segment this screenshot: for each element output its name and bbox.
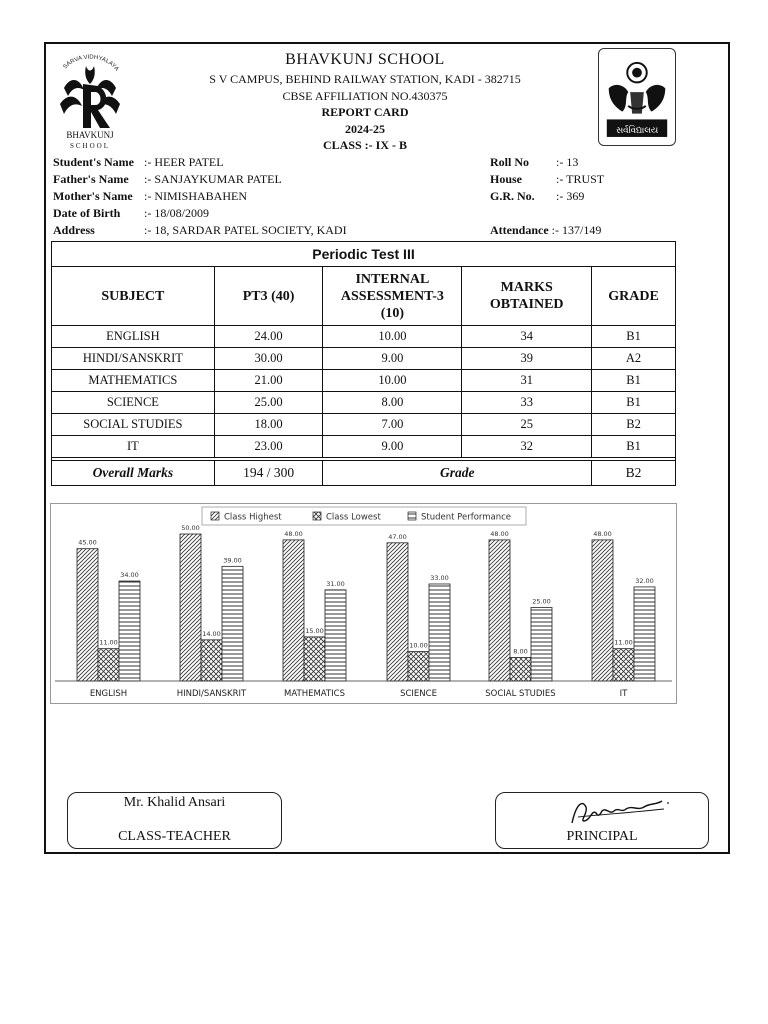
principal-role: PRINCIPAL — [566, 829, 638, 844]
data-label: 45.00 — [78, 538, 97, 547]
principal-signature — [566, 795, 676, 829]
cell-marks: 25 — [462, 414, 592, 436]
attendance-row — [490, 223, 601, 238]
gr-row — [490, 189, 535, 204]
legend-label: Class Lowest — [326, 512, 381, 523]
bar-horizontal-3 — [429, 584, 450, 681]
student-name-value: :- HEER PATEL — [144, 155, 224, 169]
chart-legend — [202, 507, 526, 525]
cell-grade: B1 — [592, 370, 676, 392]
report-title: REPORT CARD — [321, 105, 409, 119]
cell-subject: HINDI/SANSKRIT — [52, 348, 215, 370]
table-caption: Periodic Test III — [52, 242, 676, 267]
table-row — [52, 326, 676, 348]
roll-row — [490, 155, 529, 170]
cell-grade: B2 — [592, 414, 676, 436]
data-label: 14.00 — [202, 629, 221, 638]
cell-grade: A2 — [592, 348, 676, 370]
data-label: 32.00 — [635, 576, 654, 585]
data-label: 10.00 — [409, 641, 428, 650]
header-pt3: PT3 (40) — [214, 267, 323, 326]
cell-marks: 32 — [462, 436, 592, 458]
dob-value: :- 18/08/2009 — [144, 206, 209, 220]
data-label: 39.00 — [223, 556, 242, 565]
cell-pt3: 25.00 — [214, 392, 323, 414]
table-row — [52, 436, 676, 458]
header-internal-line3: (10) — [380, 305, 405, 321]
father-name-row — [53, 172, 129, 187]
father-name-value: :- SANJAYKUMAR PATEL — [144, 172, 282, 186]
logo-name: BHAVKUNJ — [66, 130, 114, 140]
data-label: 48.00 — [284, 529, 303, 538]
cell-internal: 7.00 — [323, 414, 462, 436]
class-teacher-role: CLASS-TEACHER — [118, 829, 231, 844]
student-name-row — [53, 155, 134, 170]
data-label: 48.00 — [593, 529, 612, 538]
dob-row — [53, 206, 120, 221]
gr-value: :- 369 — [556, 189, 585, 203]
cell-internal: 9.00 — [323, 348, 462, 370]
cell-marks: 33 — [462, 392, 592, 414]
data-label: 15.00 — [305, 626, 324, 635]
performance-chart — [50, 503, 677, 704]
marks-table — [51, 241, 676, 486]
class-teacher-name: Mr. Khalid Ansari — [123, 795, 226, 810]
data-label: 11.00 — [99, 638, 118, 647]
attendance-value: :- 137/149 — [551, 223, 602, 237]
bar-crosshatch-2 — [304, 637, 325, 681]
cell-subject: MATHEMATICS — [52, 370, 215, 392]
cell-pt3: 18.00 — [214, 414, 323, 436]
data-label: 50.00 — [181, 524, 200, 532]
x-tick-label: IT — [619, 689, 628, 699]
data-label: 34.00 — [120, 571, 139, 580]
data-label: 8.00 — [513, 647, 528, 656]
gr-label: G.R. No. — [490, 189, 535, 203]
data-label: 33.00 — [430, 573, 449, 582]
bar-crosshatch-5 — [613, 649, 634, 681]
school-address: S V CAMPUS, BEHIND RAILWAY STATION, KADI - 382715 — [209, 72, 521, 86]
class-label: CLASS :- IX - B — [322, 138, 407, 152]
class-teacher-box — [67, 792, 282, 849]
x-tick-label: HINDI/SANSKRIT — [176, 689, 247, 699]
x-tick-label: SOCIAL STUDIES — [485, 689, 556, 699]
cell-grade: B1 — [592, 392, 676, 414]
cell-internal: 10.00 — [323, 370, 462, 392]
x-tick-label: MATHEMATICS — [284, 689, 345, 699]
table-row — [52, 392, 676, 414]
header-internal — [323, 267, 462, 326]
overall-grade-value: B2 — [592, 461, 676, 486]
overall-row — [52, 461, 676, 486]
school-name: BHAVKUNJ SCHOOL — [285, 51, 445, 68]
house-label: House — [490, 172, 523, 186]
father-name-label: Father's Name — [53, 172, 129, 186]
chart-bars — [77, 524, 655, 681]
cell-pt3: 23.00 — [214, 436, 323, 458]
cell-internal: 10.00 — [323, 326, 462, 348]
mother-name-row — [53, 189, 133, 204]
bar-diagonal-0 — [77, 549, 98, 681]
x-tick-label: SCIENCE — [400, 689, 437, 699]
header-marks-line1: MARKS — [500, 280, 553, 295]
cell-subject: ENGLISH — [52, 326, 215, 348]
overall-label: Overall Marks — [52, 461, 215, 486]
header-subject: SUBJECT — [52, 267, 215, 326]
bar-horizontal-2 — [325, 590, 346, 681]
cell-grade: B1 — [592, 436, 676, 458]
x-tick-label: ENGLISH — [89, 689, 128, 699]
table-header-row — [52, 267, 676, 326]
legend-swatch — [211, 512, 219, 520]
table-row — [52, 370, 676, 392]
table-row — [52, 348, 676, 370]
address-label: Address — [53, 223, 95, 237]
cell-marks: 34 — [462, 326, 592, 348]
dob-label: Date of Birth — [53, 206, 121, 220]
bar-horizontal-5 — [634, 587, 655, 681]
cell-pt3: 21.00 — [214, 370, 323, 392]
logo-sub: SCHOOL — [69, 142, 111, 150]
cell-pt3: 30.00 — [214, 348, 323, 370]
cell-marks: 31 — [462, 370, 592, 392]
emblem-text: સર્વવિદ્યાલય — [615, 126, 659, 137]
table-row — [52, 414, 676, 436]
bar-diagonal-2 — [283, 540, 304, 681]
legend-swatch — [313, 512, 321, 520]
mother-name-label: Mother's Name — [53, 189, 133, 203]
cell-subject: SOCIAL STUDIES — [52, 414, 215, 436]
bar-horizontal-1 — [222, 566, 243, 681]
chart-x-axis — [55, 681, 672, 699]
cell-marks: 39 — [462, 348, 592, 370]
logo-arc-text: SARVA VIDHYALAYA — [62, 54, 120, 73]
bar-crosshatch-4 — [510, 657, 531, 681]
cell-subject: SCIENCE — [52, 392, 215, 414]
bar-diagonal-4 — [489, 540, 510, 681]
legend-label: Class Highest — [224, 512, 282, 523]
bar-crosshatch-3 — [408, 652, 429, 681]
attendance-label: Attendance — [490, 223, 549, 237]
mother-name-value: :- NIMISHABAHEN — [144, 189, 247, 203]
header-internal-line2: ASSESSMENT-3 — [340, 288, 444, 304]
bar-horizontal-4 — [531, 608, 552, 682]
bar-crosshatch-1 — [201, 640, 222, 681]
data-label: 31.00 — [326, 579, 345, 588]
school-logo — [50, 48, 130, 152]
data-label: 47.00 — [388, 532, 407, 541]
legend-swatch — [408, 512, 416, 520]
header-internal-line1: INTERNAL — [355, 271, 430, 287]
chart-canvas — [51, 504, 676, 703]
bar-horizontal-0 — [119, 581, 140, 681]
cell-grade: B1 — [592, 326, 676, 348]
affiliation: CBSE AFFILIATION NO.430375 — [282, 89, 448, 103]
bar-diagonal-3 — [387, 543, 408, 681]
header-marks — [462, 267, 592, 326]
board-emblem — [598, 48, 676, 146]
cell-subject: IT — [52, 436, 215, 458]
principal-box — [495, 792, 709, 849]
address-row — [53, 223, 95, 238]
svg-text:SARVA VIDHYALAYA — [62, 55, 119, 73]
roll-value: :- 13 — [556, 155, 579, 169]
data-label: 48.00 — [490, 529, 509, 538]
data-label: 25.00 — [532, 597, 551, 606]
bar-diagonal-1 — [180, 534, 201, 681]
house-row — [490, 172, 522, 187]
house-value: :- TRUST — [556, 172, 605, 186]
header-marks-line2: OBTAINED — [489, 297, 564, 312]
legend-label: Student Performance — [421, 512, 512, 523]
header-grade: GRADE — [592, 267, 676, 326]
overall-value: 194 / 300 — [214, 461, 323, 486]
bar-diagonal-5 — [592, 540, 613, 681]
academic-year: 2024-25 — [345, 122, 385, 136]
address-value: :- 18, SARDAR PATEL SOCIETY, KADI — [144, 223, 347, 237]
cell-pt3: 24.00 — [214, 326, 323, 348]
student-name-label: Student's Name — [53, 155, 135, 169]
data-label: 11.00 — [614, 638, 633, 647]
cell-internal: 8.00 — [323, 392, 462, 414]
cell-internal: 9.00 — [323, 436, 462, 458]
bar-crosshatch-0 — [98, 649, 119, 681]
overall-grade-label: Grade — [323, 461, 592, 486]
roll-label: Roll No — [490, 155, 529, 169]
